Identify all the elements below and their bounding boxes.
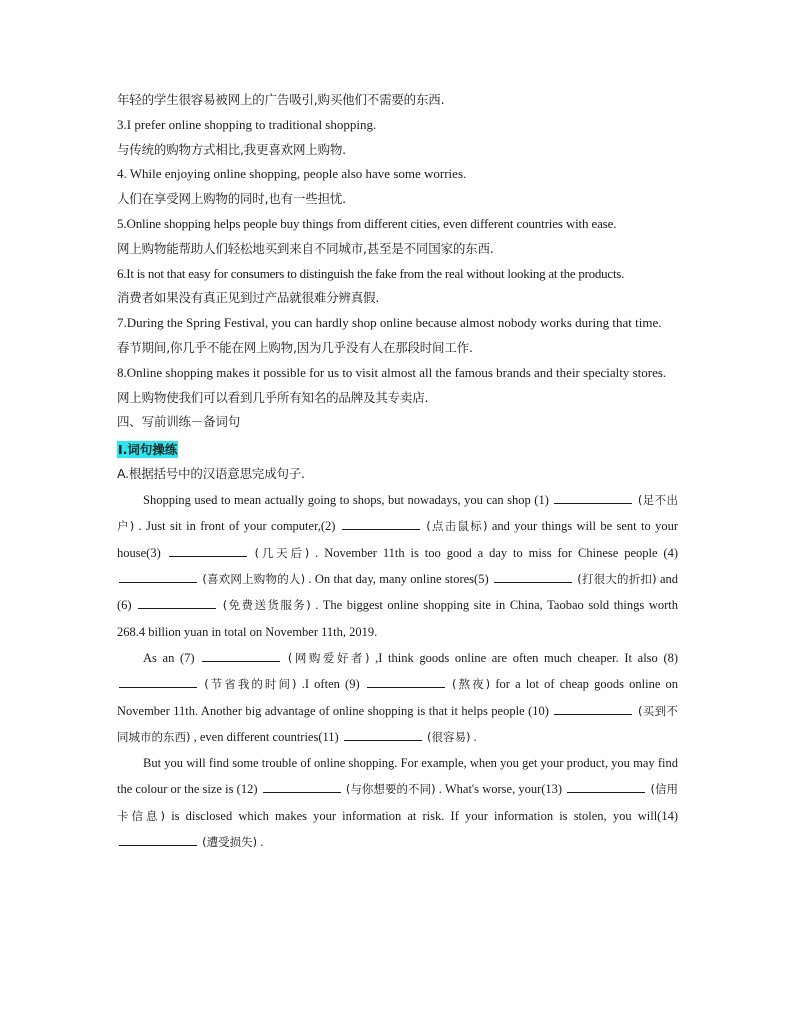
sentence-4-en: 4. While enjoying online shopping, people also have some worries.: [117, 166, 467, 182]
passage-text: is disclosed which makes your information at risk. If your information is stolen, you will(14): [171, 808, 678, 823]
translation-zh-2: 年轻的学生很容易被网上的广告吸引,购买他们不需要的东西.: [117, 92, 445, 107]
sentence-3-en: 3.I prefer online shopping to traditional shopping.: [117, 116, 377, 132]
document-page: [117, 88, 678, 855]
hint-9: (熬夜): [452, 677, 491, 692]
passage-text: ,I think goods online are often much cheaper. It also (8): [375, 650, 679, 665]
hint-2: (点击鼠标): [426, 519, 488, 534]
passage-text: . The biggest online shopping site in China, Taobao sold things worth 268.4 billion yuan in total on November 11th, 2019.: [117, 598, 678, 639]
passage-text: . On that day, many online stores(5): [308, 572, 489, 587]
sentence-6-zh: 消费者如果没有真正见到过产品就很难分辨真假.: [117, 290, 380, 306]
passage-paragraph-3: [117, 750, 678, 855]
passage-text: , even different countries(11): [193, 729, 339, 744]
hint-13: (信用卡信息): [117, 782, 679, 823]
blank-12[interactable]: [263, 782, 341, 793]
blank-3[interactable]: [169, 546, 247, 557]
blank-2[interactable]: [342, 519, 420, 530]
passage-text: and your things will be sent to your house(3): [117, 519, 679, 560]
blank-14[interactable]: [119, 835, 197, 846]
blank-5[interactable]: [494, 572, 572, 583]
hint-11: (很容易): [426, 729, 471, 744]
blank-8[interactable]: [119, 677, 197, 688]
blank-9[interactable]: [367, 677, 445, 688]
subsection-row: [117, 435, 678, 461]
hint-5: (打很大的折扣): [577, 572, 657, 587]
passage-text: As an (7): [143, 650, 195, 665]
passage-text: . Just sit in front of your computer,(2): [138, 519, 336, 534]
sentence-8-en: 8.Online shopping makes it possible for us to visit almost all the famous brands and their specialty stores.: [117, 364, 667, 380]
passage-paragraph-1: [117, 487, 678, 645]
passage-text: Shopping used to mean actually going to shops, but nowadays, you can shop (1): [143, 493, 549, 508]
instruction: A.根据括号中的汉语意思完成句子.: [117, 466, 305, 482]
hint-7: (网购爱好者): [287, 650, 370, 665]
blank-11[interactable]: [344, 730, 422, 741]
sentence-4-zh: 人们在享受网上购物的同时,也有一些担忧.: [117, 191, 346, 207]
sentence-3-zh: 与传统的购物方式相比,我更喜欢网上购物.: [117, 141, 346, 157]
blank-4[interactable]: [119, 572, 197, 583]
hint-3: (几天后): [254, 545, 310, 560]
passage-text: . What's worse, your(13): [438, 782, 563, 797]
hint-14: (遭受损失): [202, 835, 258, 850]
passage-paragraph-2: [117, 645, 678, 750]
section-title: 四、写前训练－备词句: [117, 414, 241, 430]
hint-12: (与你想要的不同): [345, 782, 436, 797]
passage-text: .I often (9): [301, 677, 360, 692]
blank-1[interactable]: [554, 493, 632, 504]
passage-text: . November 11th is too good a day to miss for Chinese people (4): [315, 545, 679, 560]
hint-10: (买到不同城市的东西): [117, 703, 679, 744]
blank-13[interactable]: [567, 782, 645, 793]
sentence-7-zh: 春节期间,你几乎不能在网上购物,因为几乎没有人在那段时间工作.: [117, 339, 473, 355]
hint-6: (免费送货服务): [222, 598, 311, 613]
hint-4: (喜欢网上购物的人): [202, 572, 306, 587]
hint-8: (节省我的时间): [204, 677, 297, 692]
sentence-6-en: 6.It is not that easy for consumers to distinguish the fake from the real without looking at the products.: [117, 265, 625, 281]
hint-1: (足不出户): [117, 493, 678, 534]
passage-text: and (6): [117, 572, 679, 613]
blank-7[interactable]: [202, 651, 280, 662]
passage-text: for a lot of cheap goods online on November 11th. Another big advantage of online shopping is that it helps people (10): [117, 677, 679, 718]
subsection-title: I.词句操练: [118, 442, 178, 458]
blank-6[interactable]: [138, 598, 216, 609]
blank-10[interactable]: [554, 704, 632, 715]
passage-text: .: [260, 835, 264, 850]
sentence-7-en: 7.During the Spring Festival, you can hardly shop online because almost nobody works during that time.: [117, 315, 662, 331]
sentence-5-zh: 网上购物能帮助人们轻松地买到来自不同城市,甚至是不同国家的东西.: [117, 240, 494, 256]
sentence-5-en: 5.Online shopping helps people buy things from different cities, even different countries with ease.: [117, 215, 617, 231]
passage-text: .: [473, 729, 477, 744]
passage-text: But you will find some trouble of online shopping. For example, when you get your product, you may find the colour or the size is (12): [117, 756, 678, 797]
sentence-8-zh: 网上购物使我们可以看到几乎所有知名的品牌及其专卖店.: [117, 389, 429, 405]
